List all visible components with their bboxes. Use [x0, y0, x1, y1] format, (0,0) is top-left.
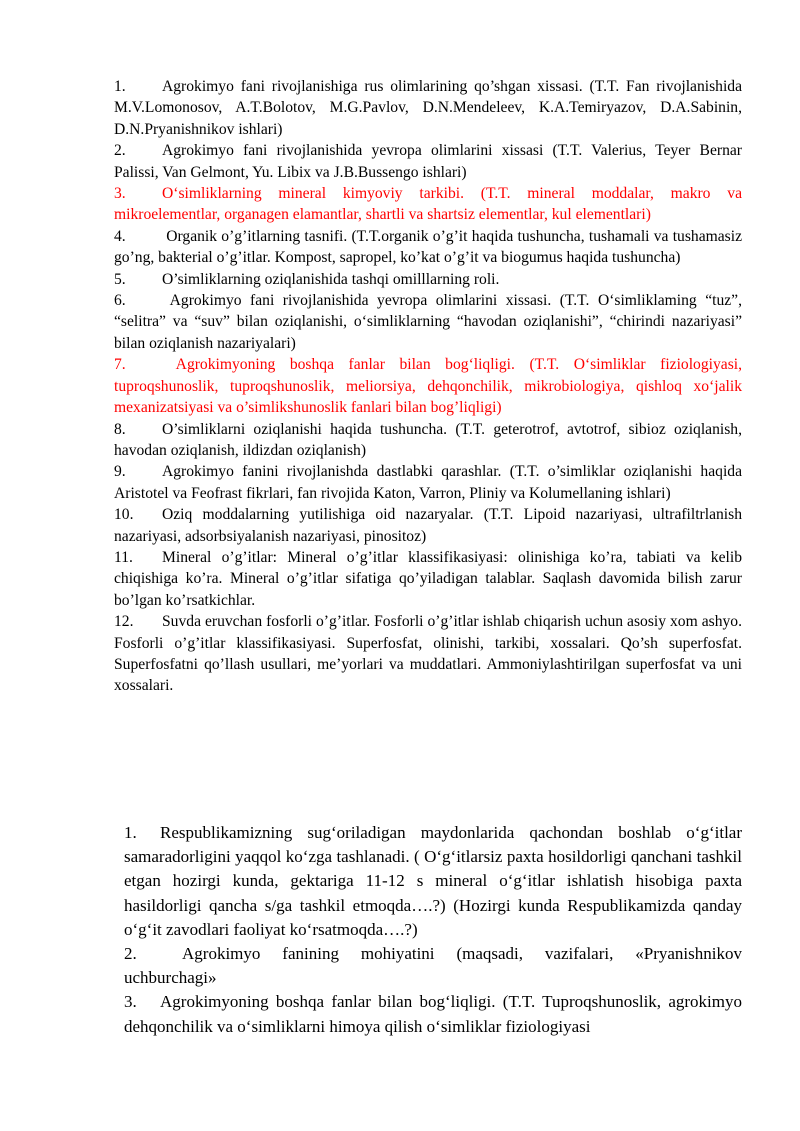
list-item: [114, 76, 742, 140]
list-item: [124, 942, 742, 990]
item-number: 3.: [114, 185, 126, 203]
item-number: 3.: [124, 992, 137, 1012]
item-number: 6.: [114, 292, 126, 310]
item-text: Agrokimyo fani rivojlanishiga rus olimlarining qo’shgan xissasi. (T.T. Fan rivojlanishida M.V.Lomonosov, A.T.Bolotov, M.G.Pavlov, D.N.Mendeleev, K.A.Temiryazov, D.A.Sabinin, D.N.Pryanishnikov ishlari): [114, 78, 742, 138]
list-item: [114, 269, 742, 290]
item-text: Agrokimyo fanini rivojlanishda dastlabki qarashlar. (T.T. o’simliklar oziqlanishi haqida Aristotel va Feofrast fikrlari, fan rivojida Katon, Varron, Pliniy va Kolumellaning ishlari): [114, 463, 742, 502]
item-number: 8.: [114, 420, 126, 438]
list-item: [114, 290, 742, 354]
item-number: 2.: [124, 944, 137, 964]
item-number: 11.: [114, 548, 133, 566]
list-item: [124, 990, 742, 1038]
list-item: [114, 226, 742, 269]
item-number: 7.: [114, 356, 126, 374]
list-item: [114, 504, 742, 547]
item-number: 5.: [114, 270, 126, 288]
item-text: Suvda eruvchan fosforli o’g’itlar. Fosforli o’g’itlar ishlab chiqarish uchun asosiy xom ashyo. Fosforli o’g’itlar klassifikasiyasi. Superfosfat, olinishi, tarkibi, xossalari. Qo’sh superfosfat. Superfosfatni qo’llash usullari, me’yorlari va muddatlari. Ammoniylashtirilgan superfosfat va uni xossalari.: [114, 613, 742, 695]
item-text: Agrokimyo fani rivojlanishida yevropa olimlarini xissasi. (T.T. O‘simliklaming “tuz”, “selitra” va “suv” bilan oziqlanishi, o‘simliklarning “havodan oziqlanishi”, “chirindi nazariyasi” bilan oziqlanish nazariyalari): [114, 292, 742, 352]
topic-list-1: [114, 76, 742, 697]
item-text: Agrokimyo fani rivojlanishida yevropa olimlarini xissasi (T.T. Valerius, Teyer Bernar Palissi, Van Gelmont, Yu. Libix va J.B.Bussengo ishlari): [114, 142, 742, 181]
item-number: 12.: [114, 613, 134, 631]
item-number: 10.: [114, 506, 134, 524]
topic-list-2: [124, 821, 742, 1039]
item-number: 1.: [124, 823, 137, 842]
list-item: [114, 419, 742, 462]
list-item: [114, 611, 742, 697]
list-item: [124, 821, 742, 942]
item-number: 2.: [114, 142, 126, 160]
list-item-highlighted: [114, 354, 742, 418]
item-text: Respublikamizning sug‘oriladigan maydonlarida qachondan boshlab o‘g‘itlar samaradorligini yaqqol ko‘zga tashlanadi. ( O‘g‘itlarsiz paxta hosildorligi qanchani tashkil etgan hozirgi kunda, gektariga 11-12 s mineral o‘g‘itlar ishlatish hisobiga paxta hasildorligi qancha s/ga tashkil etmoqda….?) (Hozirgi kunda Respublikamizda qanday o‘g‘it zavodlari faoliyat ko‘rsatmoqda….?): [124, 823, 742, 939]
item-text: Oziq moddalarning yutilishiga oid nazaryalar. (T.T. Lipoid nazariyasi, ultrafiltrlanish nazariyasi, adsorbsiyalanish nazariyasi, pinositoz): [114, 506, 742, 545]
item-text: Mineral o’g’itlar: Mineral o’g’itlar klassifikasiyasi: olinishiga ko’ra, tabiati va kelib chiqishiga ko’ra. Mineral o’g’itlar sifatiga qo’yiladigan talablar. Saqlash davomida bilish zarur bo’lgan ko’rsatkichlar.: [114, 548, 742, 609]
item-text: Agrokimyoning boshqa fanlar bilan bog‘liqligi. (T.T. Tuproqshunoslik, agrokimyo dehqonchilik va o‘simliklarni himoya qilish o‘simliklar fiziologiyasi: [124, 992, 742, 1036]
item-text: Organik o’g’itlarning tasnifi. (T.T.organik o’g’it haqida tushuncha, tushamali va tushamasiz go’ng, bakterial o’g’itlar. Kompost, sapropel, ko’kat o’g’it va biogumus haqida tushuncha): [114, 227, 742, 267]
list-item: [114, 547, 742, 611]
item-text: O‘simliklarning mineral kimyoviy tarkibi. (T.T. mineral moddalar, makro va mikroelementlar, organagen elamantlar, shartli va shartsiz elementlar, kul elementlari): [114, 185, 742, 224]
list-item-highlighted: [114, 183, 742, 226]
item-text: O’simliklarning oziqlanishida tashqi omilllarning roli.: [162, 270, 500, 288]
item-text: O’simliklarni oziqlanishi haqida tushuncha. (T.T. geterotrof, avtotrof, sibioz oziqlanish, havodan oziqlanish, ildizdan oziqlanish): [114, 420, 742, 459]
item-number: 9.: [114, 463, 126, 481]
item-number: 4.: [114, 227, 126, 245]
list-item: [114, 140, 742, 183]
item-number: 1.: [114, 78, 126, 95]
item-text: Agrokimyo fanining mohiyatini (maqsadi, vazifalari, «Pryanishnikov uchburchagi»: [124, 944, 742, 988]
item-text: Agrokimyoning boshqa fanlar bilan bog‘liqligi. (T.T. O‘simliklar fiziologiyasi, tuproqshunoslik, tuproqshunoslik, meliorsiya, dehqonchilik, mikrobiologiya, qishloq xo‘jalik mexanizatsiyasi va o’simlikshunoslik fanlari bilan bog’liqligi): [114, 356, 742, 417]
list-item: [114, 461, 742, 504]
